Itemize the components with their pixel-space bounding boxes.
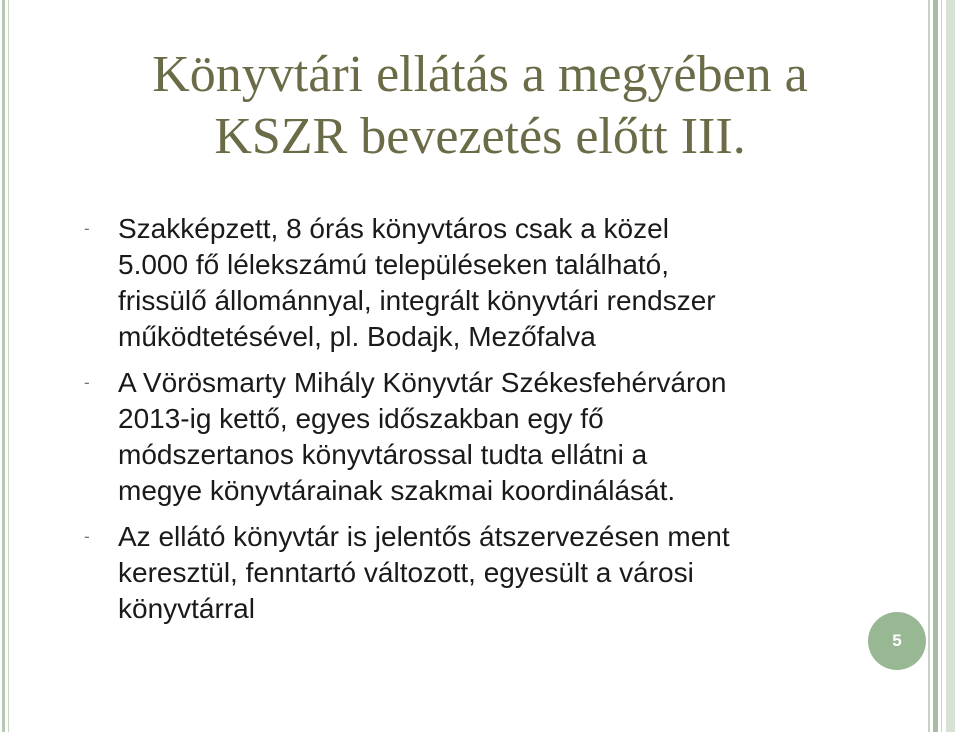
bullet-text-line: működtetésével, pl. Bodajk, Mezőfalva <box>118 321 596 352</box>
bullet-text-line: módszertanos könyvtárossal tudta ellátni a <box>118 439 648 470</box>
bullet-list <box>84 211 844 637</box>
bullet-text-line: keresztül, fenntartó változott, egyesült a városi <box>118 557 694 588</box>
bullet-item-3 <box>84 519 844 627</box>
bullet-text-line: megye könyvtárainak szakmai koordinálását. <box>118 475 676 506</box>
title-line-1: Könyvtári ellátás a megyében a <box>152 46 808 103</box>
bullet-marker: - <box>84 373 90 392</box>
bullet-marker: - <box>84 219 90 238</box>
bullet-item-2 <box>84 365 844 509</box>
bullet-item-1 <box>84 211 844 355</box>
page-number: 5 <box>892 631 902 650</box>
bullet-text-line: könyvtárral <box>118 593 255 624</box>
bullet-text-line: Szakképzett, 8 órás könyvtáros csak a közel <box>118 213 669 244</box>
title-line-2: KSZR bevezetés előtt III. <box>214 108 746 165</box>
right-border-decoration <box>926 0 960 732</box>
bullet-text-line: Az ellátó könyvtár is jelentős átszervezésen ment <box>118 521 730 552</box>
bullet-text-line: A Vörösmarty Mihály Könyvtár Székesfehérváron <box>118 367 727 398</box>
bullet-text-line: 5.000 fő lélekszámú településeken található, <box>118 249 670 280</box>
bullet-text-line: frissülő állománnyal, integrált könyvtári rendszer <box>118 285 716 316</box>
slide-title <box>40 44 920 168</box>
left-border-decoration <box>0 0 12 732</box>
page-number-badge <box>868 612 926 670</box>
bullet-text-line: 2013-ig kettő, egyes időszakban egy fő <box>118 403 604 434</box>
bullet-marker: - <box>84 527 90 546</box>
